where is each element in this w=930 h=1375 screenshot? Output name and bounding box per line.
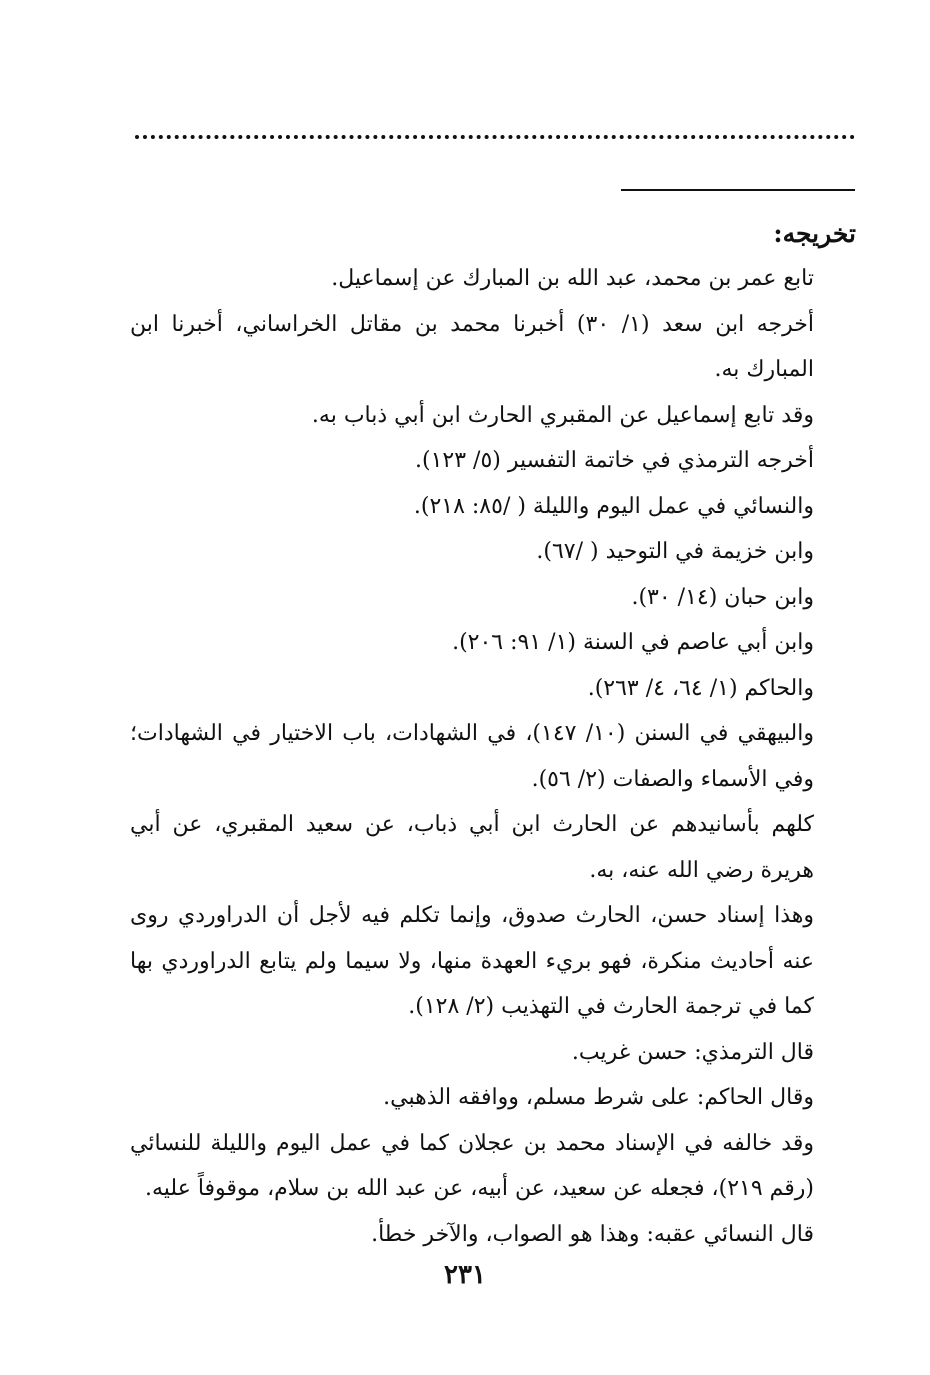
paragraph-11: كلهم بأسانيدهم عن الحارث ابن أبي ذباب، عن سعيد المقبري، عن أبي هريرة رضي الله عنه، به. — [130, 812, 814, 883]
paragraph-8: وابن أبي عاصم في السنة (١/ ٩١: ٢٠٦). — [452, 630, 814, 655]
paragraph-5: والنسائي في عمل اليوم والليلة ( /٨٥: ٢١٨). — [413, 493, 814, 519]
paragraph-7: وابن حبان (١٤/ ٣٠). — [631, 584, 814, 610]
paragraph-12: وهذا إسناد حسن، الحارث صدوق، وإنما تكلم فيه لأجل أن الدراوردي روى عنه أحاديث منكرة، فهو بريء العهدة منها، ولا سيما ولم يتابع الدراوردي بها كما في ترجمة الحارث في التهذيب (٢/ ١٢٨). — [130, 903, 814, 1019]
paragraph-14: وقال الحاكم: على شرط مسلم، ووافقه الذهبي. — [383, 1085, 814, 1110]
paragraph-15: وقد خالفه في الإسناد محمد بن عجلان كما في عمل اليوم والليلة للنسائي (رقم ٢١٩)، فجعله عن سعيد، عن أبيه، عن عبد الله بن سلام، موقوفاً عليه. — [130, 1130, 814, 1201]
paragraph-4: أخرجه الترمذي في خاتمة التفسير (٥/ ١٢٣). — [415, 448, 814, 473]
short-separator-line — [621, 189, 855, 191]
paragraph-16: قال النسائي عقبه: وهذا هو الصواب، والآخر خطأ. — [371, 1221, 814, 1247]
top-dotted-separator — [135, 135, 855, 139]
paragraph-10: والبيهقي في السنن (١٠/ ١٤٧)، في الشهادات، باب الاختيار في الشهادات؛ وفي الأسماء والصفات (٢/ ٥٦). — [130, 721, 814, 792]
section-heading: تخريجه: — [773, 219, 856, 248]
paragraph-9: والحاكم (١/ ٦٤، ٤/ ٢٦٣). — [587, 675, 814, 701]
paragraph-13: قال الترمذي: حسن غريب. — [571, 1039, 814, 1065]
page-body — [130, 212, 856, 1257]
paragraph-1: تابع عمر بن محمد، عبد الله بن المبارك عن إسماعيل. — [331, 266, 814, 291]
paragraph-2: أخرجه ابن سعد (١/ ٣٠) أخبرنا محمد بن مقاتل الخراساني، أخبرنا ابن المبارك به. — [130, 311, 814, 382]
page-number: ٢٣١ — [444, 1260, 486, 1290]
paragraph-3: وقد تابع إسماعيل عن المقبري الحارث ابن أبي ذباب به. — [311, 402, 814, 428]
paragraph-6: وابن خزيمة في التوحيد ( /٦٧). — [536, 539, 814, 564]
